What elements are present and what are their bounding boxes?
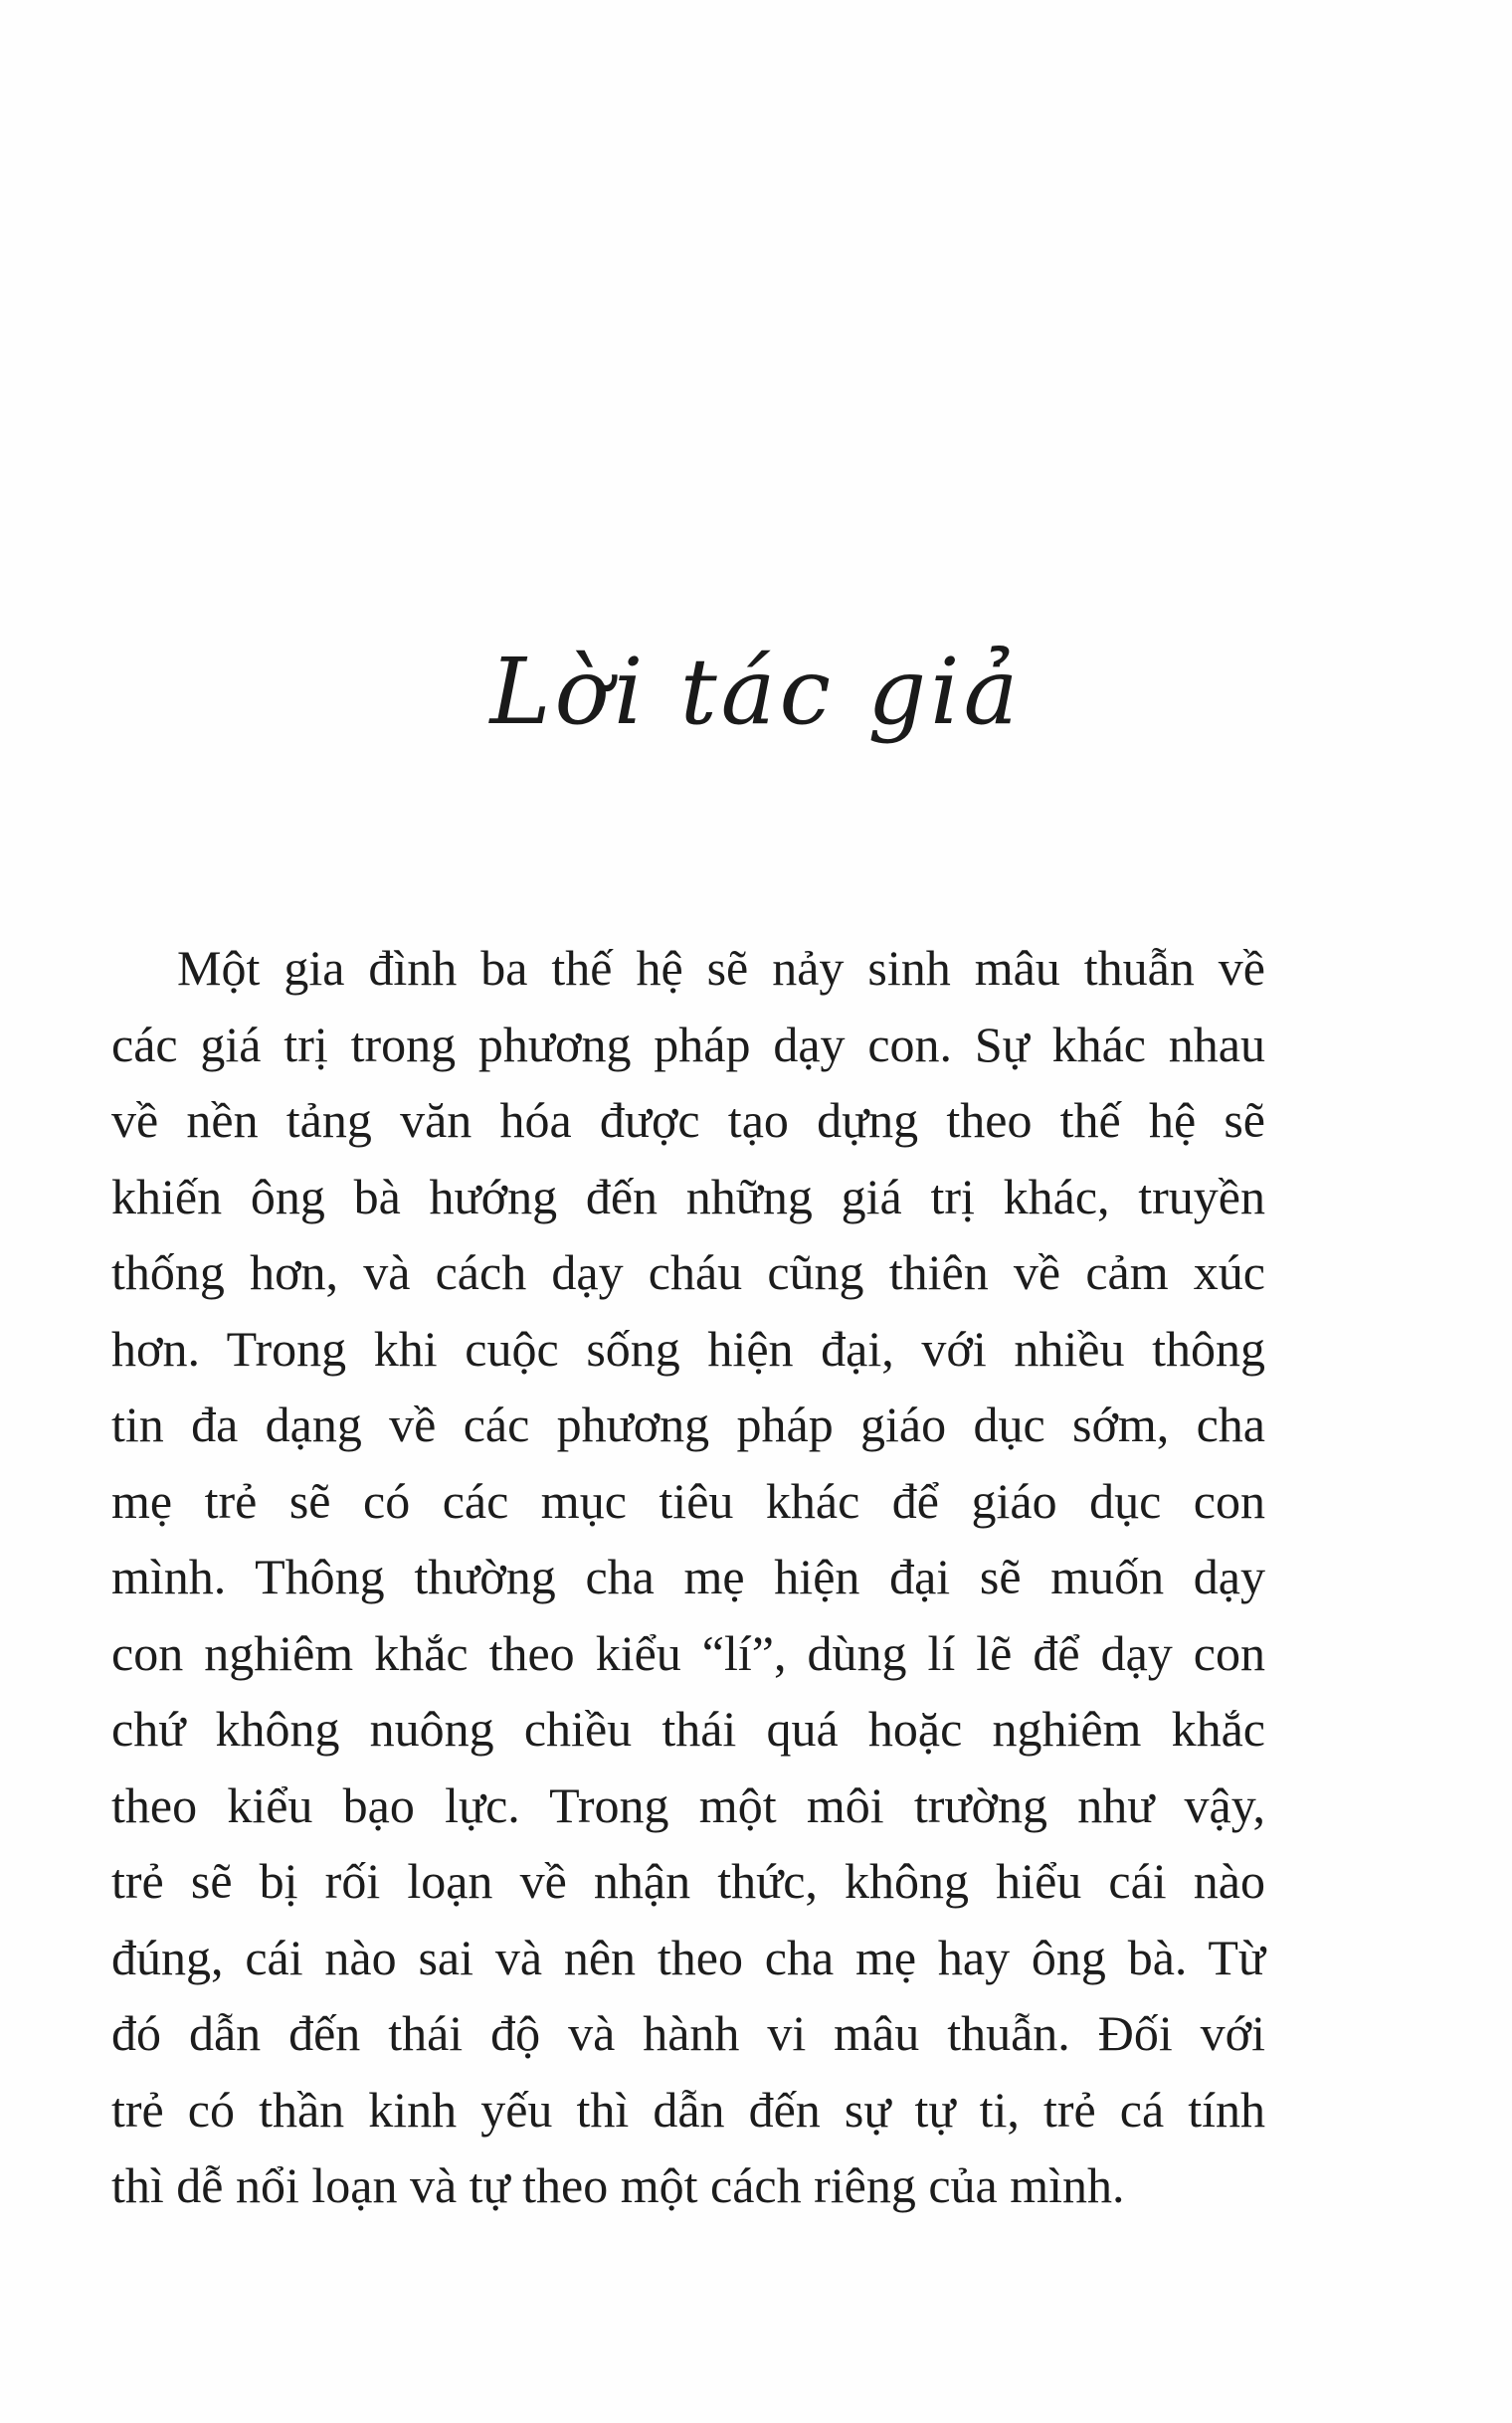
text-line: thống hơn, và cách dạy cháu cũng thiên về cảm xúc [111,1244,1265,1300]
page-title: Lời tác giả [489,639,1023,745]
text-line: Một gia đình ba thế hệ sẽ nảy sinh mâu thuẫn về [177,940,1265,996]
text-line: trẻ có thần kinh yếu thì dẫn đến sự tự ti, trẻ cá tính [111,2081,1265,2138]
text-line: đó dẫn đến thái độ và hành vi mâu thuẫn. Đối với [111,2005,1265,2061]
text-line: các giá trị trong phương pháp dạy con. Sự khác nhau [111,1016,1265,1072]
text-line: mình. Thông thường cha mẹ hiện đại sẽ muốn dạy [111,1549,1265,1604]
text-line: về nền tảng văn hóa được tạo dựng theo thế hệ sẽ [111,1092,1265,1148]
text-line: theo kiểu bạo lực. Trong một môi trường như vậy, [111,1776,1265,1833]
text-line: hơn. Trong khi cuộc sống hiện đại, với nhiều thông [111,1320,1265,1377]
text-line: con nghiêm khắc theo kiểu “lí”, dùng lí lẽ để dạy con [111,1624,1265,1681]
text-line: thì dễ nổi loạn và tự theo một cách riêng của mình. [111,2157,1125,2213]
text-line: đúng, cái nào sai và nên theo cha mẹ hay ông bà. Từ [111,1929,1265,1985]
text-line: mẹ trẻ sẽ có các mục tiêu khác để giáo dục con [111,1472,1265,1529]
text-line: khiến ông bà hướng đến những giá trị khác, truyền [111,1168,1265,1224]
text-line: trẻ sẽ bị rối loạn về nhận thức, không hiểu cái nào [111,1853,1265,1909]
body-paragraph [111,930,1265,2224]
text-line: tin đa dạng về các phương pháp giáo dục sớm, cha [111,1397,1265,1452]
text-line: chứ không nuông chiều thái quá hoặc nghiêm khắc [111,1701,1265,1757]
